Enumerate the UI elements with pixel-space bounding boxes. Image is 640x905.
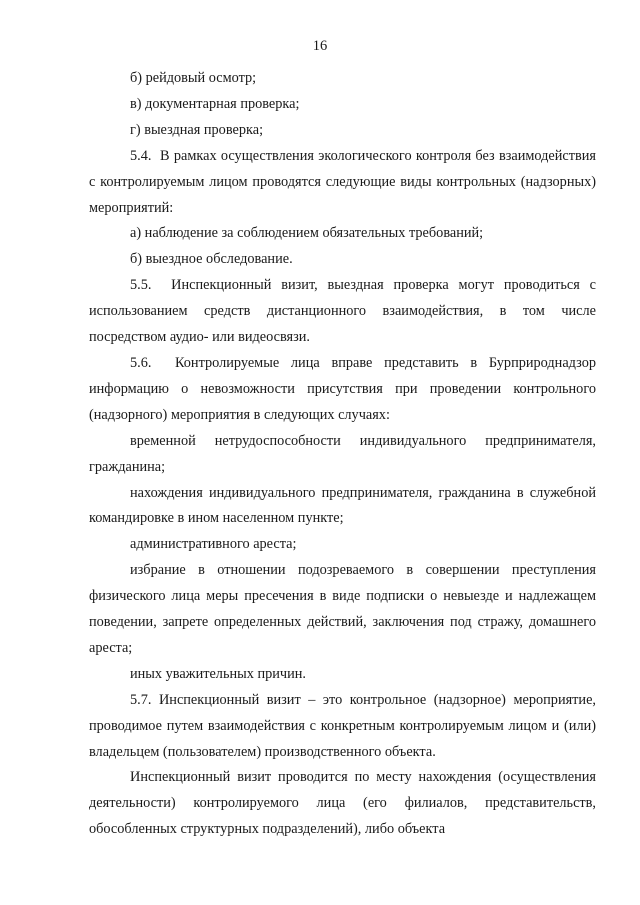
paragraph-case-other-reasons: иных уважительных причин.	[130, 665, 306, 682]
document-body	[89, 66, 596, 843]
paragraph-list-item-v: в) документарная проверка;	[130, 95, 300, 112]
page-number: 16	[312, 38, 328, 54]
paragraph-list-item-g: г) выездная проверка;	[130, 121, 264, 138]
paragraph-5-4: 5.4. В рамках осуществления экологического контроля без взаимодействия с контролируемым лицом проводятся следующие виды контрольных (надзорных) мероприятий:	[89, 147, 596, 216]
paragraph-inspection-visit-location: Инспекционный визит проводится по месту нахождения (осуществления деятельности) контролируемого лица (его филиалов, представительств, обособленных структурных подразделений), либо объекта	[89, 769, 596, 838]
paragraph-case-arrest: административного ареста;	[130, 536, 297, 553]
paragraph-5-7: 5.7. Инспекционный визит – это контрольное (надзорное) мероприятие, проводимое путем взаимодействия с конкретным контролируемым лицом и (или) владельцем (пользователем) производственного объекта.	[89, 691, 596, 760]
paragraph-5-5: 5.5. Инспекционный визит, выездная проверка могут проводиться с использованием средств дистанционного взаимодействия, в том числе посредством аудио- или видеосвязи.	[89, 277, 596, 346]
paragraph-list-item-a: а) наблюдение за соблюдением обязательных требований;	[130, 225, 484, 242]
paragraph-case-preventive-measure: избрание в отношении подозреваемого в совершении преступления физического лица меры пресечения в виде подписки о невыезде и надлежащем поведении, запрете определенных действий, заключения под стражу, домашнего ареста;	[89, 562, 596, 656]
paragraph-5-6: 5.6. Контролируемые лица вправе представить в Бурприроднадзор информацию о невозможности присутствия при проведении контрольного (надзорного) мероприятия в следующих случаях:	[89, 354, 596, 423]
paragraph-case-temporary-disability: временной нетрудоспособности индивидуального предпринимателя, гражданина;	[89, 432, 596, 475]
paragraph-list-item-b2: б) выездное обследование.	[130, 251, 293, 268]
paragraph-case-business-trip: нахождения индивидуального предпринимателя, гражданина в служебной командировке в ином населенном пункте;	[89, 484, 596, 527]
paragraph-list-item-b: б) рейдовый осмотр;	[130, 70, 257, 86]
